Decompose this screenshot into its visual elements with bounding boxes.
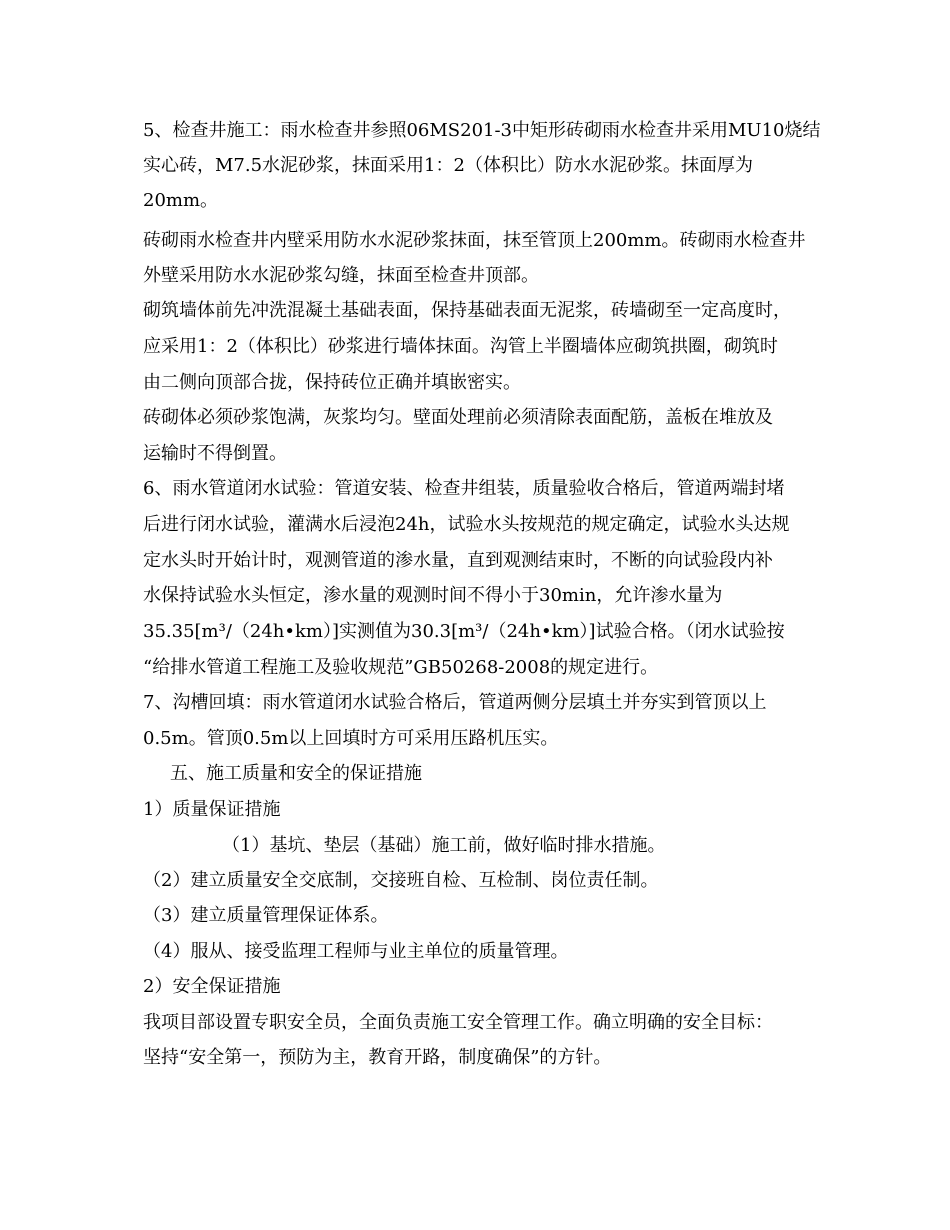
text-line: 5、检查井施工：雨水检查井参照06MS201-3中矩形砖砌雨水检查井采用MU10烧结 [143,120,821,141]
list-item: （3）建立质量管理保证体系。 [143,905,389,926]
text-line: “给排水管道工程施工及验收规范”GB50268-2008的规定进行。 [143,657,659,678]
list-item: （4）服从、接受监理工程师与业主单位的质量管理。 [143,941,569,962]
text-line: 由二侧向顶部合拢，保持砖位正确并填嵌密实。 [143,372,521,393]
text-line: 外壁采用防水水泥砂浆勾缝，抹面至检查井顶部。 [143,265,539,286]
list-item: （2）建立质量安全交底制，交接班自检、互检制、岗位责任制。 [143,870,659,891]
text-line: 水保持试验水头恒定，渗水量的观测时间不得小于30min，允许渗水量为 [143,585,723,606]
text-line: 定水头时开始计时，观测管道的渗水量，直到观测结束时，不断的向试验段内补 [143,550,773,571]
text-line: 运输时不得倒置。 [143,443,287,464]
section-heading: 五、施工质量和安全的保证措施 [170,763,422,784]
text-line: 0.5m。管顶0.5m以上回填时方可采用压路机压实。 [143,728,559,749]
text-line: 坚持“安全第一，预防为主，教育开路，制度确保”的方针。 [143,1047,612,1068]
list-item: （1）基坑、垫层（基础）施工前，做好临时排水措施。 [222,835,666,856]
text-line: 砖砌体必须砂浆饱满，灰浆均匀。壁面处理前必须清除表面配筋，盖板在堆放及 [143,407,773,428]
subsection-heading: 2）安全保证措施 [143,976,281,997]
subsection-heading: 1）质量保证措施 [143,799,281,820]
text-line: 35.35[m³/（24h•km）]实测值为30.3[m³/（24h•km）]试验合格。（闭水试验按 [143,621,785,642]
text-line: 砖砌雨水检查井内壁采用防水水泥砂浆抹面，抹至管顶上200mm。砖砌雨水检查井 [143,230,806,251]
text-line: 应采用1：2（体积比）砂浆进行墙体抹面。沟管上半圈墙体应砌筑拱圈，砌筑时 [143,336,778,357]
text-line: 我项目部设置专职安全员，全面负责施工安全管理工作。确立明确的安全目标： [143,1012,773,1033]
text-line: 实心砖，M7.5水泥砂浆，抹面采用1：2（体积比）防水水泥砂浆。抹面厚为 [143,155,753,176]
text-line: 20mm。 [143,190,219,211]
text-line: 砌筑墙体前先冲洗混凝土基础表面，保持基础表面无泥浆，砖墙砌至一定高度时， [143,300,791,321]
text-line: 后进行闭水试验，灌满水后浸泡24h，试验水头按规范的规定确定，试验水头达规 [143,514,790,535]
text-line: 7、沟槽回填：雨水管道闭水试验合格后，管道两侧分层填土并夯实到管顶以上 [143,692,767,713]
text-line: 6、雨水管道闭水试验：管道安装、检查井组装，质量验收合格后，管道两端封堵 [143,478,785,499]
